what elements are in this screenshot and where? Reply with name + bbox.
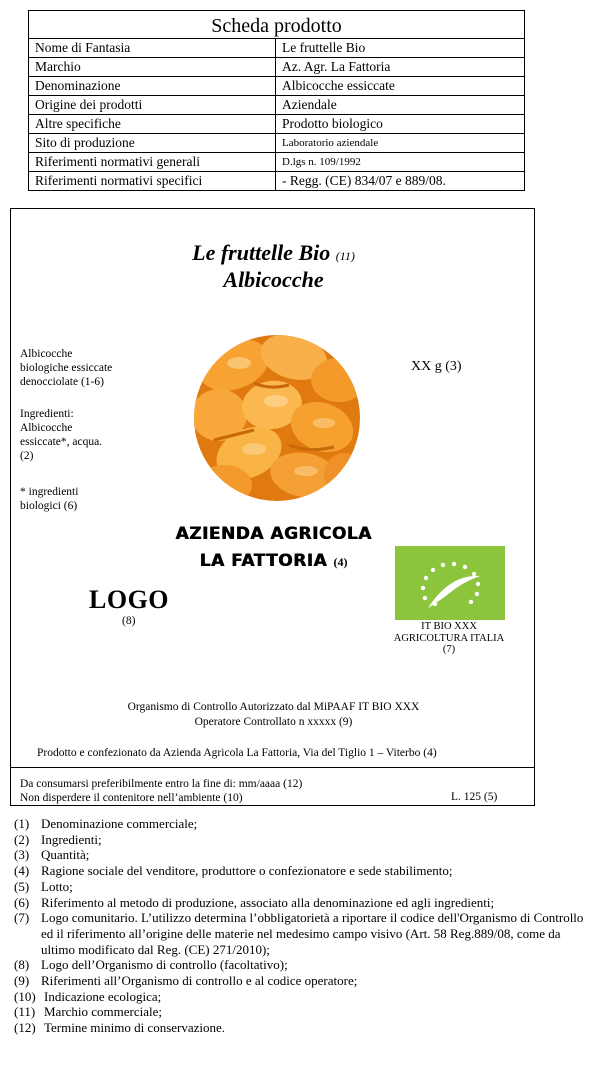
company-name: LA FATTORIA xyxy=(199,551,328,571)
table-cell-label: Riferimenti normativi generali xyxy=(29,153,276,172)
product-name: Albicocche xyxy=(223,267,324,292)
lot-number: L. 125 (5) xyxy=(451,791,498,803)
table-row xyxy=(29,77,525,96)
legend-num: (11) xyxy=(14,1004,36,1020)
eu-caption-line: (7) xyxy=(442,644,456,655)
apricot-photo-icon xyxy=(194,335,360,501)
legend-num: (6) xyxy=(14,894,30,910)
legend-num: (2) xyxy=(14,831,30,847)
ingredients-text xyxy=(20,407,138,463)
table-cell-value: Aziendale xyxy=(276,96,525,115)
list-item xyxy=(14,957,594,973)
list-item xyxy=(14,989,594,1005)
legend-text: Riferimento al metodo di produzione, associato alla denominazione ed agli ingredienti; xyxy=(41,894,495,910)
brand-ref-num: (11) xyxy=(335,249,355,263)
table-cell-label: Denominazione xyxy=(29,77,276,96)
eu-organic-leaf-icon xyxy=(395,546,505,620)
list-item xyxy=(14,816,594,832)
table-cell-label: Altre specifiche xyxy=(29,115,276,134)
table-cell-value: Albicocche essiccate xyxy=(276,77,525,96)
legend-num: (5) xyxy=(14,878,30,894)
denomination-text xyxy=(20,347,138,389)
best-before-line: Da consumarsi preferibilmente entro la fine di: mm/aaaa (12) xyxy=(20,778,303,790)
legend-num: (3) xyxy=(14,847,30,863)
product-label xyxy=(10,208,535,806)
company-ref-num: (4) xyxy=(333,555,348,569)
product-sheet-title: Scheda prodotto xyxy=(29,11,525,39)
legend-text: Marchio commerciale; xyxy=(44,1004,163,1020)
list-item xyxy=(14,832,594,848)
table-cell-label: Origine dei prodotti xyxy=(29,96,276,115)
bio-note-text xyxy=(20,485,138,513)
denomination-line: biologiche essiccate xyxy=(20,362,113,374)
legend-num: (1) xyxy=(14,816,30,831)
table-row xyxy=(29,115,525,134)
table-cell-value: - Regg. (CE) 834/07 e 889/08. xyxy=(276,172,525,191)
bio-note-line: * ingredienti xyxy=(20,486,79,498)
label-divider xyxy=(11,767,535,768)
company-name-line1: AZIENDA AGRICOLA xyxy=(175,524,372,544)
ingredients-line: Ingredienti: xyxy=(20,408,74,420)
producer-line: Prodotto e confezionato da Azienda Agricola La Fattoria, Via del Tiglio 1 – Viterbo (4) xyxy=(37,747,437,759)
table-cell-label: Nome di Fantasia xyxy=(29,39,276,58)
legend-text: Riferimenti all’Organismo di controllo e al codice operatore; xyxy=(41,973,358,989)
eu-caption-line: IT BIO XXX xyxy=(421,621,477,632)
table-cell-value: Le fruttelle Bio xyxy=(276,39,525,58)
legend-text: Lotto; xyxy=(41,878,73,894)
list-item xyxy=(14,879,594,895)
table-cell-value: Laboratorio aziendale xyxy=(276,134,525,153)
list-item xyxy=(14,863,594,879)
table-row xyxy=(29,58,525,77)
legend-num: (7) xyxy=(14,910,30,926)
eu-caption-line: AGRICOLTURA ITALIA xyxy=(393,632,505,644)
table-cell-label: Riferimenti normativi specifici xyxy=(29,172,276,191)
table-row xyxy=(29,96,525,115)
denomination-line: denocciolate (1-6) xyxy=(20,376,104,388)
legend-num: (9) xyxy=(14,973,30,989)
quantity: XX g (3) xyxy=(411,359,462,374)
legend-text: Ingredienti; xyxy=(41,831,102,847)
dried-apricots-image xyxy=(194,335,360,501)
ingredients-line: Albicocche xyxy=(20,422,73,434)
ingredients-line: essiccate*, acqua. xyxy=(20,436,103,448)
product-sheet-table xyxy=(28,10,525,191)
legend-num: (8) xyxy=(14,957,30,973)
bio-note-line: biologici (6) xyxy=(20,500,78,512)
list-item xyxy=(14,910,594,957)
legend-text: Indicazione ecologica; xyxy=(44,988,162,1004)
table-row xyxy=(29,153,525,172)
legend-num: (4) xyxy=(14,863,30,879)
list-item xyxy=(14,1004,594,1020)
eco-note-line: Non disperdere il contenitore nell’ambiente (10) xyxy=(20,792,243,804)
legend-num: (10) xyxy=(14,988,36,1004)
table-cell-value: Az. Agr. La Fattoria xyxy=(276,58,525,77)
list-item xyxy=(14,1020,594,1036)
table-row xyxy=(29,134,525,153)
table-cell-label: Marchio xyxy=(29,58,276,77)
legend-text: Termine minimo di conservazione. xyxy=(44,1020,226,1036)
list-item xyxy=(14,895,594,911)
legend-text: Ragione sociale del venditore, produttore o confezionatore e sede stabilimento; xyxy=(41,863,453,879)
table-cell-label: Sito di produzione xyxy=(29,134,276,153)
brand-name: Le fruttelle Bio xyxy=(192,240,331,265)
legend-num: (12) xyxy=(14,1020,36,1036)
control-body-logo-placeholder: LOGO xyxy=(89,585,170,614)
legend-text: Logo comunitario. L’utilizzo determina l’obbligatorietà a riportare il codice dell'Organismo di Controllo ed il riferimento all’origine delle materie nel medesimo campo visivo (Art. 58 Reg.889/08, come da ultimo modificato dal Reg. (CE) 271/2010); xyxy=(41,910,584,957)
table-cell-value: Prodotto biologico xyxy=(276,115,525,134)
logo-ref-num: (8) xyxy=(122,615,136,627)
legend-text: Logo dell’Organismo di controllo (facoltativo); xyxy=(41,957,288,973)
table-cell-value: D.lgs n. 109/1992 xyxy=(276,153,525,172)
eu-logo-caption xyxy=(373,621,525,656)
list-item xyxy=(14,847,594,863)
table-row xyxy=(29,39,525,58)
product-sheet-title-row xyxy=(29,11,525,39)
list-item xyxy=(14,973,594,989)
operator-line: Operatore Controllato n xxxxx (9) xyxy=(194,716,353,728)
eu-organic-logo xyxy=(395,546,505,620)
table-row xyxy=(29,172,525,191)
denomination-line: Albicocche xyxy=(20,348,73,360)
ingredients-line: (2) xyxy=(20,450,34,462)
legend-text: Denominazione commerciale; xyxy=(41,816,198,831)
legend-text: Quantità; xyxy=(41,847,90,863)
legend-list xyxy=(14,816,594,1036)
control-body-line: Organismo di Controllo Autorizzato dal MiPAAF IT BIO XXX xyxy=(127,701,420,713)
